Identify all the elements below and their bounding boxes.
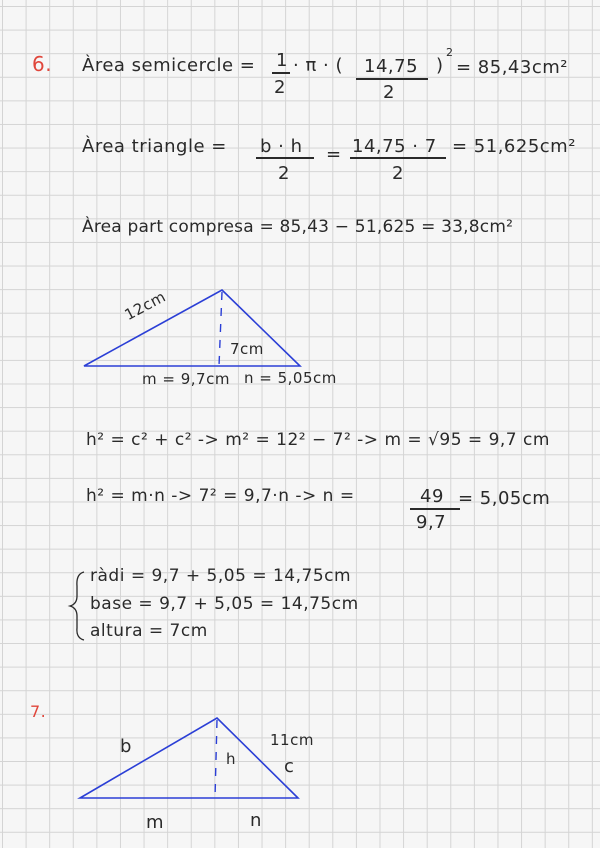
semicircle-label: Àrea semicercle = [82,55,256,76]
m-label: m = 9,7cm [142,370,230,388]
equation-line-2-result: = 5,05cm [458,488,551,509]
triangle-eq: = [326,144,342,165]
brace-line-height: altura = 7cm [90,621,208,641]
height-label: 7cm [230,340,264,358]
hypotenuse-label: 12cm [121,287,169,324]
semicircle-inner-num: 14,75 [364,56,419,77]
brace-line-radius: ràdi = 9,7 + 5,05 = 14,75cm [90,566,352,586]
semicircle-exponent: 2 [446,46,454,59]
segment-n-label: n [250,810,262,831]
brace-line-base: base = 9,7 + 5,05 = 14,75cm [90,594,359,614]
side-c-label: c [284,756,295,777]
triangle-frac2-den: 2 [392,163,404,184]
equation-line-2-num: 49 [420,486,444,507]
n-label: n = 5,05cm [244,369,337,387]
side-b-label: b [120,736,132,757]
triangle-frac1-num: b · h [260,136,303,157]
semicircle-result: = 85,43cm² [456,57,568,78]
side-11cm-label: 11cm [270,731,314,749]
triangle-frac2-num: 14,75 · 7 [352,136,437,157]
part-compresa-line: Àrea part compresa = 85,43 − 51,625 = 33,8cm² [82,217,514,237]
semicircle-frac-num: 1 [276,50,288,71]
problem-6-number: 6. [32,52,53,76]
problem-7-number: 7. [30,702,47,721]
semicircle-close: ) [436,55,444,76]
equation-line-1: h² = c² + c² -> m² = 12² − 7² -> m = √95 = 9,7 cm [86,430,550,450]
equation-line-2-left: h² = m·n -> 7² = 9,7·n -> n = [86,486,355,506]
triangle-result: = 51,625cm² [452,136,576,157]
semicircle-middle: · π · ( [293,55,343,76]
height-h-label: h [226,750,237,768]
semicircle-inner-den: 2 [383,82,395,103]
semicircle-frac-den: 2 [274,77,286,98]
triangle-7-shape [80,718,298,798]
segment-m-label: m [146,812,165,833]
triangle-label: Àrea triangle = [82,136,227,157]
equation-line-2-den: 9,7 [416,512,447,533]
triangle-7-height-line [215,720,217,798]
triangle-frac1-den: 2 [278,163,290,184]
